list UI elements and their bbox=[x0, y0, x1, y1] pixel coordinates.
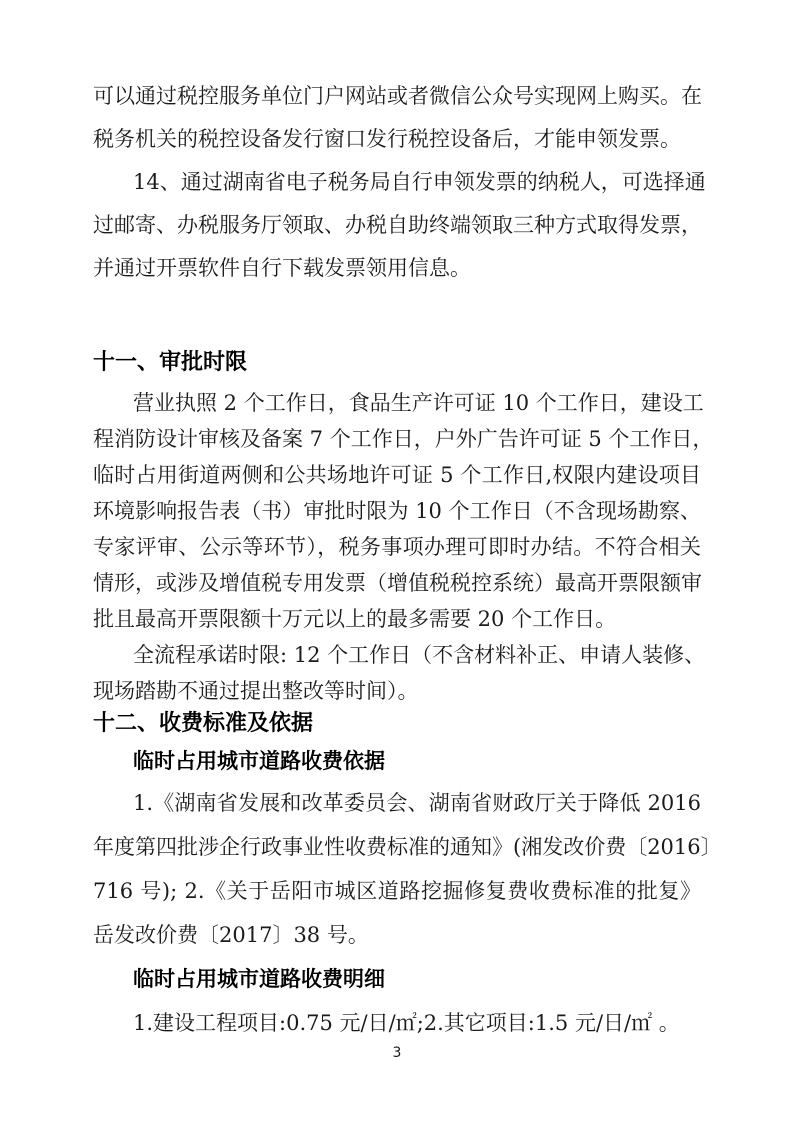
text-line: 现场踏勘不通过提出整改等时间）。 bbox=[93, 679, 419, 703]
text-line: 营业执照 2 个工作日，食品生产许可证 10 个工作日，建设工 bbox=[133, 391, 704, 415]
paragraph-fee-detail bbox=[93, 1001, 701, 1045]
text-line: 可以通过税控服务单位门户网站或者微信公众号实现网上购买。在 bbox=[93, 84, 702, 108]
paragraph-approval-limits bbox=[93, 385, 714, 637]
text-line: 批且最高开票限额十万元以上的最多需要 20 个工作日。 bbox=[93, 607, 617, 631]
text-line: 临时占用街道两侧和公共场地许可证 5 个工作日,权限内建设项目 bbox=[93, 463, 701, 487]
text-line: 过邮寄、办税服务厅领取、办税自助终端领取三种方式取得发票， bbox=[93, 213, 702, 237]
section-heading-fee-standards: 十二、收费标准及依据 bbox=[93, 711, 314, 736]
paragraph-full-process-promise bbox=[93, 637, 706, 709]
text-line: 环境影响报告表（书）审批时限为 10 个工作日（不含现场勘察、 bbox=[93, 499, 701, 523]
text-line: 年度第四批涉企行政事业性收费标准的通知》(湘发改价费〔2016〕 bbox=[93, 835, 722, 859]
paragraph-invoice-purchase bbox=[93, 75, 701, 161]
text-line: 全流程承诺时限: 12 个工作日（不含材料补正、申请人装修、 bbox=[133, 643, 706, 667]
text-line: 1.《湖南省发展和改革委员会、湖南省财政厅关于降低 2016 bbox=[133, 791, 701, 815]
text-line: 岳发改价费〔2017〕38 号。 bbox=[93, 923, 369, 947]
subheading-road-fee-detail: 临时占用城市道路收费明细 bbox=[133, 967, 385, 991]
text-line: 专家评审、公示等环节），税务事项办理可即时办结。不符合相关 bbox=[93, 535, 701, 559]
section-heading-approval-time-limit: 十一、审批时限 bbox=[93, 350, 248, 375]
paragraph-fee-basis bbox=[93, 781, 722, 957]
text-line: 14、通过湖南省电子税务局自行申领发票的纳税人，可选择通 bbox=[133, 170, 706, 194]
text-line: 1.建设工程项目:0.75 元/日/㎡;2.其它项目:1.5 元/日/㎡ 。 bbox=[133, 1011, 680, 1035]
text-line: 并通过开票软件自行下载发票领用信息。 bbox=[93, 256, 471, 280]
text-line: 税务机关的税控设备发行窗口发行税控设备后，才能申领发票。 bbox=[93, 127, 681, 151]
text-line: 程消防设计审核及备案 7 个工作日，户外广告许可证 5 个工作日， bbox=[93, 427, 714, 451]
paragraph-item-14 bbox=[93, 161, 706, 290]
text-line: 情形，或涉及增值税专用发票（增值税税控系统）最高开票限额审 bbox=[93, 571, 702, 595]
page-number: 3 bbox=[392, 1045, 402, 1061]
subheading-road-fee-basis: 临时占用城市道路收费依据 bbox=[133, 749, 385, 773]
text-line: 716 号); 2.《关于岳阳市城区道路挖掘修复费收费标准的批复》 bbox=[93, 879, 701, 903]
